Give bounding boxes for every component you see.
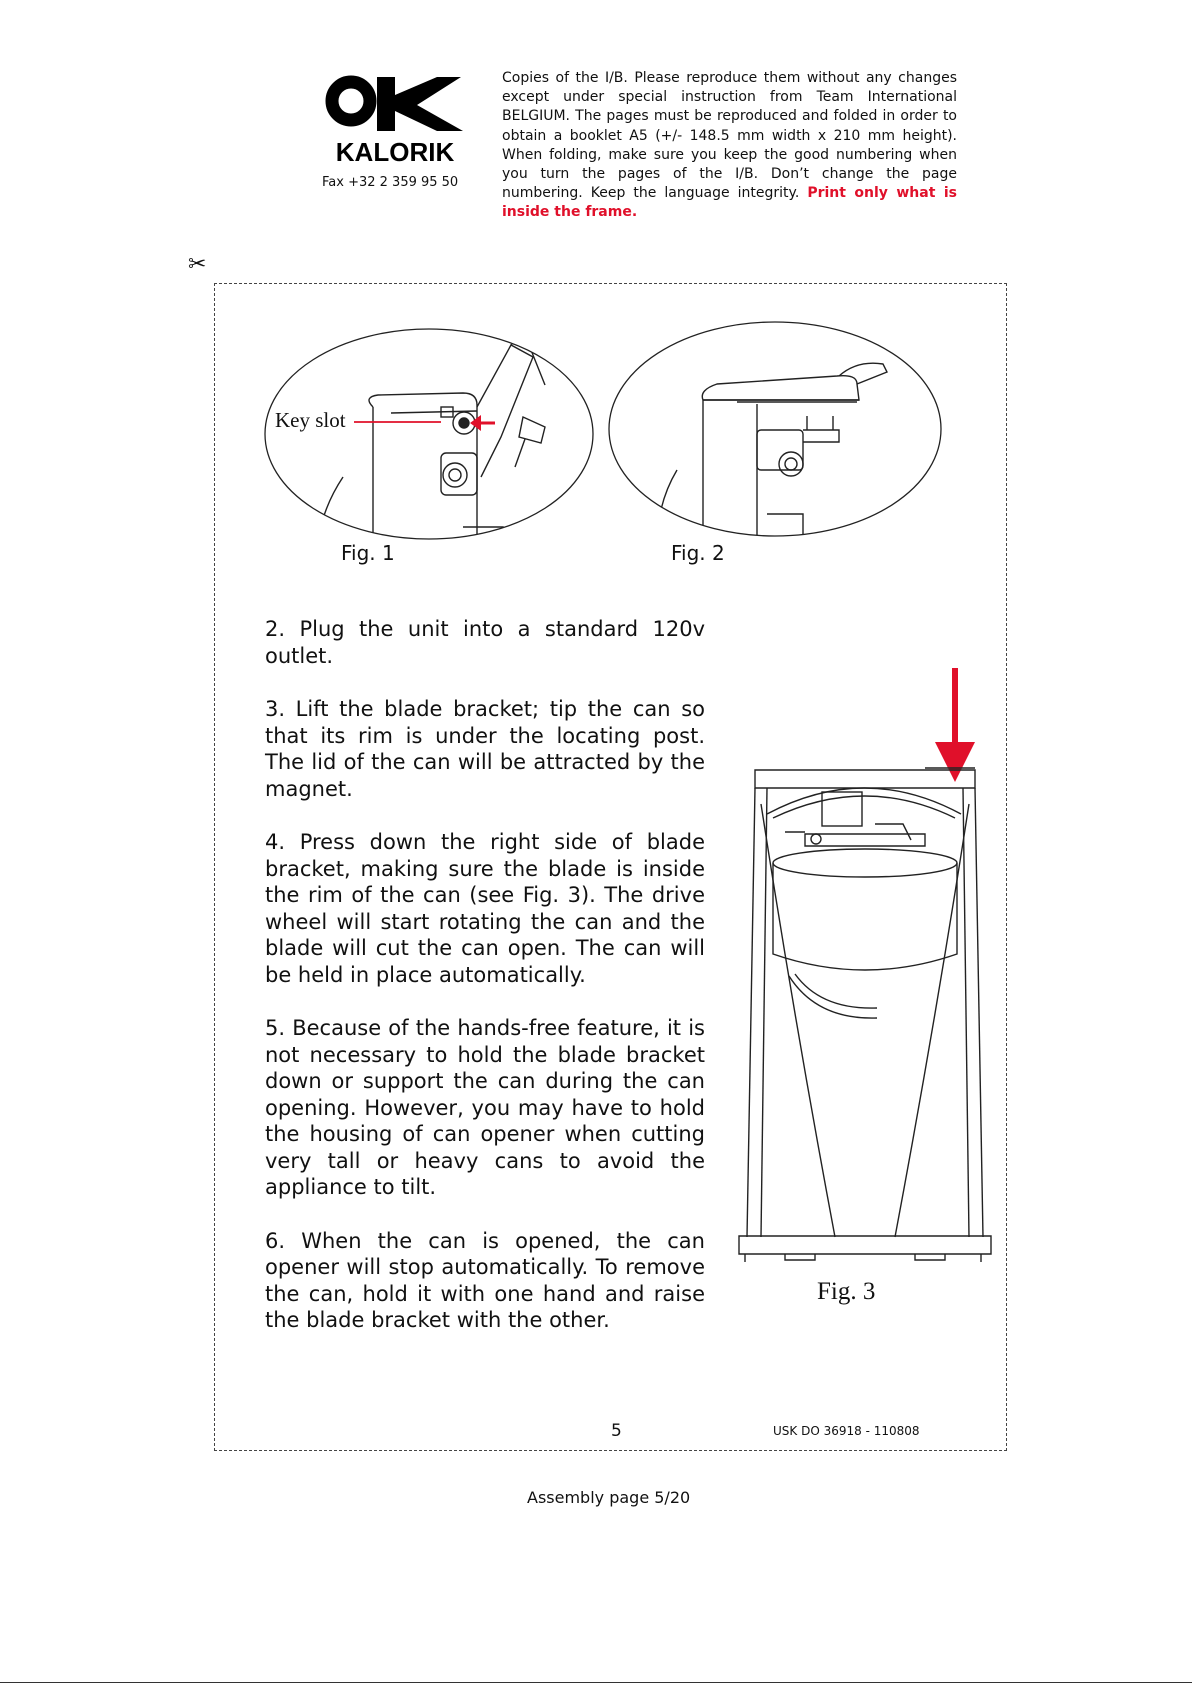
step-5: 5. Because of the hands-free feature, it is not necessary to hold the blade bracket down or support the can during the can opening. However, you may have to hold the housing of can opener when cutting very tall or heavy cans to avoid the appliance to tilt.: [265, 1016, 705, 1199]
fig1-caption: Fig. 1: [341, 541, 395, 565]
fig2-caption: Fig. 2: [671, 541, 725, 565]
step-4: 4. Press down the right side of blade bracket, making sure the blade is inside the rim of the can (see Fig. 3). The drive wheel will start rotating the can and the blade will cut the can open. The can will be held in place automatically.: [265, 830, 705, 987]
fig2-illustration: [607, 320, 943, 538]
assembly-page: Assembly page 5/20: [527, 1488, 691, 1507]
step-2: 2. Plug the unit into a standard 120v outlet.: [265, 617, 705, 668]
key-slot-label: Key slot: [275, 408, 346, 432]
fig3-caption: Fig. 3: [817, 1278, 876, 1305]
scissors-icon: ✂: [188, 252, 207, 277]
fig1-illustration: [263, 327, 597, 541]
fax-number: Fax +32 2 359 95 50: [322, 175, 459, 190]
page-bottom-rule: [0, 1682, 1192, 1683]
notice-text: Copies of the I/B. Please reproduce them without any changes except under special instruction from Team International BELGIUM. The pages must be reproduced and folded in order to obtain a booklet A5 (+/- 148.5 mm width x 210 mm height). When folding, make sure you keep the good numbering when you turn the pages of the I/B. Don’t change the page numbering. Keep the language integrity.: [502, 70, 957, 202]
kalorik-logo: [325, 73, 465, 165]
print-notice: [502, 69, 957, 223]
page-number: 5: [611, 1421, 622, 1441]
fig3-illustration: [725, 664, 995, 1268]
step-6: 6. When the can is opened, the can opener will stop automatically. To remove the can, hold it with one hand and raise the blade bracket with the other.: [265, 1228, 705, 1332]
instructions: [265, 616, 705, 1361]
logo-wordmark: KALORIK: [335, 137, 455, 165]
document-code: USK DO 36918 - 110808: [773, 1424, 920, 1438]
notice-highlight: Print only what is inside the frame.: [502, 185, 957, 221]
step-3: 3. Lift the blade bracket; tip the can so that its rim is under the locating post. The lid of the can will be attracted by the magnet.: [265, 697, 705, 801]
